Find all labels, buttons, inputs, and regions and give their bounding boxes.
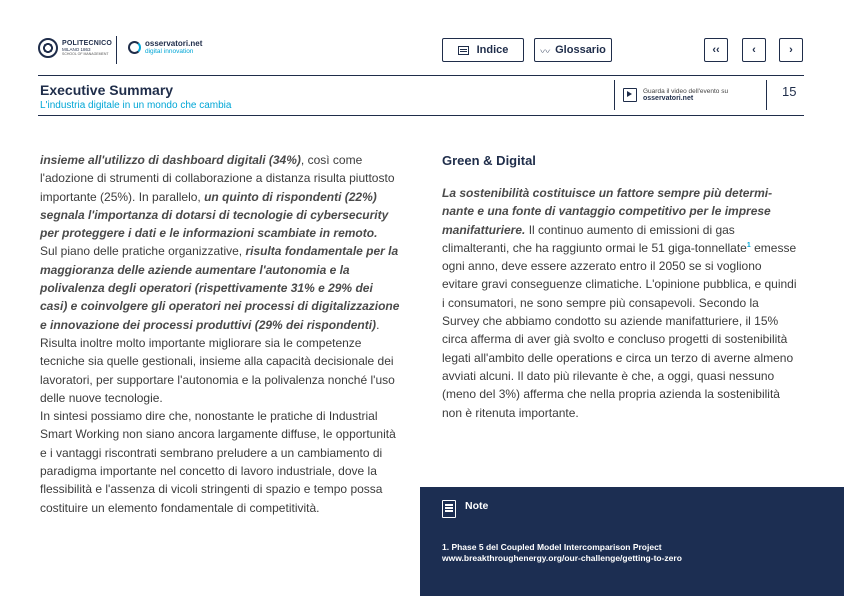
video-link-caption: Guarda il video dell'evento su [643, 87, 729, 95]
right-column [442, 151, 798, 422]
section-divider-bottom [38, 115, 804, 116]
signature-icon: 〰 [540, 46, 551, 58]
video-link-site: osservatori.net [643, 94, 694, 102]
notes-box [420, 487, 844, 596]
notes-document-icon [442, 500, 456, 518]
notes-title: Note [465, 500, 489, 512]
video-play-icon [623, 88, 637, 102]
footnote-reference[interactable]: 1 [746, 241, 751, 249]
osservatori-ring-icon [128, 41, 141, 54]
politecnico-seal-icon [38, 38, 58, 58]
osservatori-subtitle: digital innovation [145, 48, 194, 55]
politecnico-school: SCHOOL OF MANAGEMENT [62, 52, 109, 56]
page-number: 15 [782, 84, 797, 99]
section-divider-top [38, 75, 804, 76]
green-digital-heading: Green & Digital [442, 153, 536, 168]
section-title: Executive Summary [40, 82, 174, 98]
list-icon [458, 46, 469, 55]
first-page-button[interactable]: ‹‹ [704, 38, 728, 62]
glossario-label: Glossario [555, 44, 606, 56]
politecnico-name: POLITECNICO [62, 39, 113, 47]
left-column-text [40, 151, 400, 517]
previous-page-button[interactable]: ‹ [742, 38, 766, 62]
paragraph-summary: In sintesi possiamo dire che, nonostante le pratiche di Industrial Smart Working non siano ancora largamente diffuse, le opportunità e i vantaggi riscontrati sembrano preludere a un cambiamento di paradigma importante nel concetto di lavoro industriale, dove la flessibilità e l'assenza di vicoli stringenti di spazio e tempo possa costituire un elemento fondamentale di competitività. [40, 409, 396, 515]
note-footnote-link[interactable]: www.breakthroughenergy.org/our-challenge/getting-to-zero [442, 553, 682, 563]
next-page-button[interactable]: › [779, 38, 803, 62]
green-digital-paragraph: La sostenibilità costituisce un fattore sempre più determinante e una fonte di vantaggio competitivo per le imprese manifatturiere. Il continuo aumento di emissioni di gas climalteranti, che ha raggiunto ormai le 51 giga-tonnellate$^1$ emesse ogni anno, deve essere azzerato entro il 2050 se si vogliono evitare gravi conseguenze climatiche. L'opinione pubblica, e quindi i consumatori, ne sono sempre più consapevoli. Secondo la Survey che abbiamo condotto su aziende manifatturiere, il 15% circa afferma di aver già svolto e concluso progetti di sostenibilità legati all'ambito delle operations e circa un terzo di averne almeno avviati alcuni. Il dato più rilevante è che, a oggi, quasi nessuno (meno del 3%) afferma che nella propria azienda la sostenibilità non è ritenuta importante. [442, 186, 797, 420]
logo-divider [116, 36, 117, 64]
note-footnote-text: 1. Phase 5 del Coupled Model Intercomparison Project [442, 542, 662, 552]
page-number-divider [766, 80, 767, 110]
glossario-button[interactable] [534, 38, 612, 62]
politecnico-logo [38, 38, 112, 58]
video-link[interactable] [614, 80, 766, 110]
paragraph-organizational-practices: Sul piano delle pratiche organizzative, risulta fondamentale per la maggioranza delle aziende aumentare l'autonomia e la polivalenza degli operatori (rispettivamente 31% e 29% dei casi) e coinvolgere gli operatori nei processi di digitalizzazione e innovazione dei processi produttivi (29% dei rispondenti). Risulta inoltre molto importante migliorare sia le competenze tecniche sia quelle gestionali, insieme alla capacità decisionale dei lavoratori, per supportare l'autonomia e la polivalenza nonché l'uso delle nuove tecnologie. [40, 244, 400, 405]
paragraph-dashboard: insieme all'utilizzo di dashboard digitali (34%), così come l'adozione di strumenti di collaborazione a distanza risulta piuttosto importante (25%). In parallelo, un quinto di rispondenti (22%) segnala l'importanza di dotarsi di tecnologie di cybersecurity per proteggere i dati e le informazioni scambiate in remoto. [40, 153, 395, 241]
indice-button[interactable] [442, 38, 524, 62]
politecnico-city: MILANO 1863 [62, 46, 91, 52]
indice-label: Indice [476, 44, 509, 56]
osservatori-name: osservatori.net [145, 39, 203, 48]
osservatori-logo [128, 40, 202, 56]
section-subtitle: L'industria digitale in un mondo che cambia [40, 100, 232, 111]
